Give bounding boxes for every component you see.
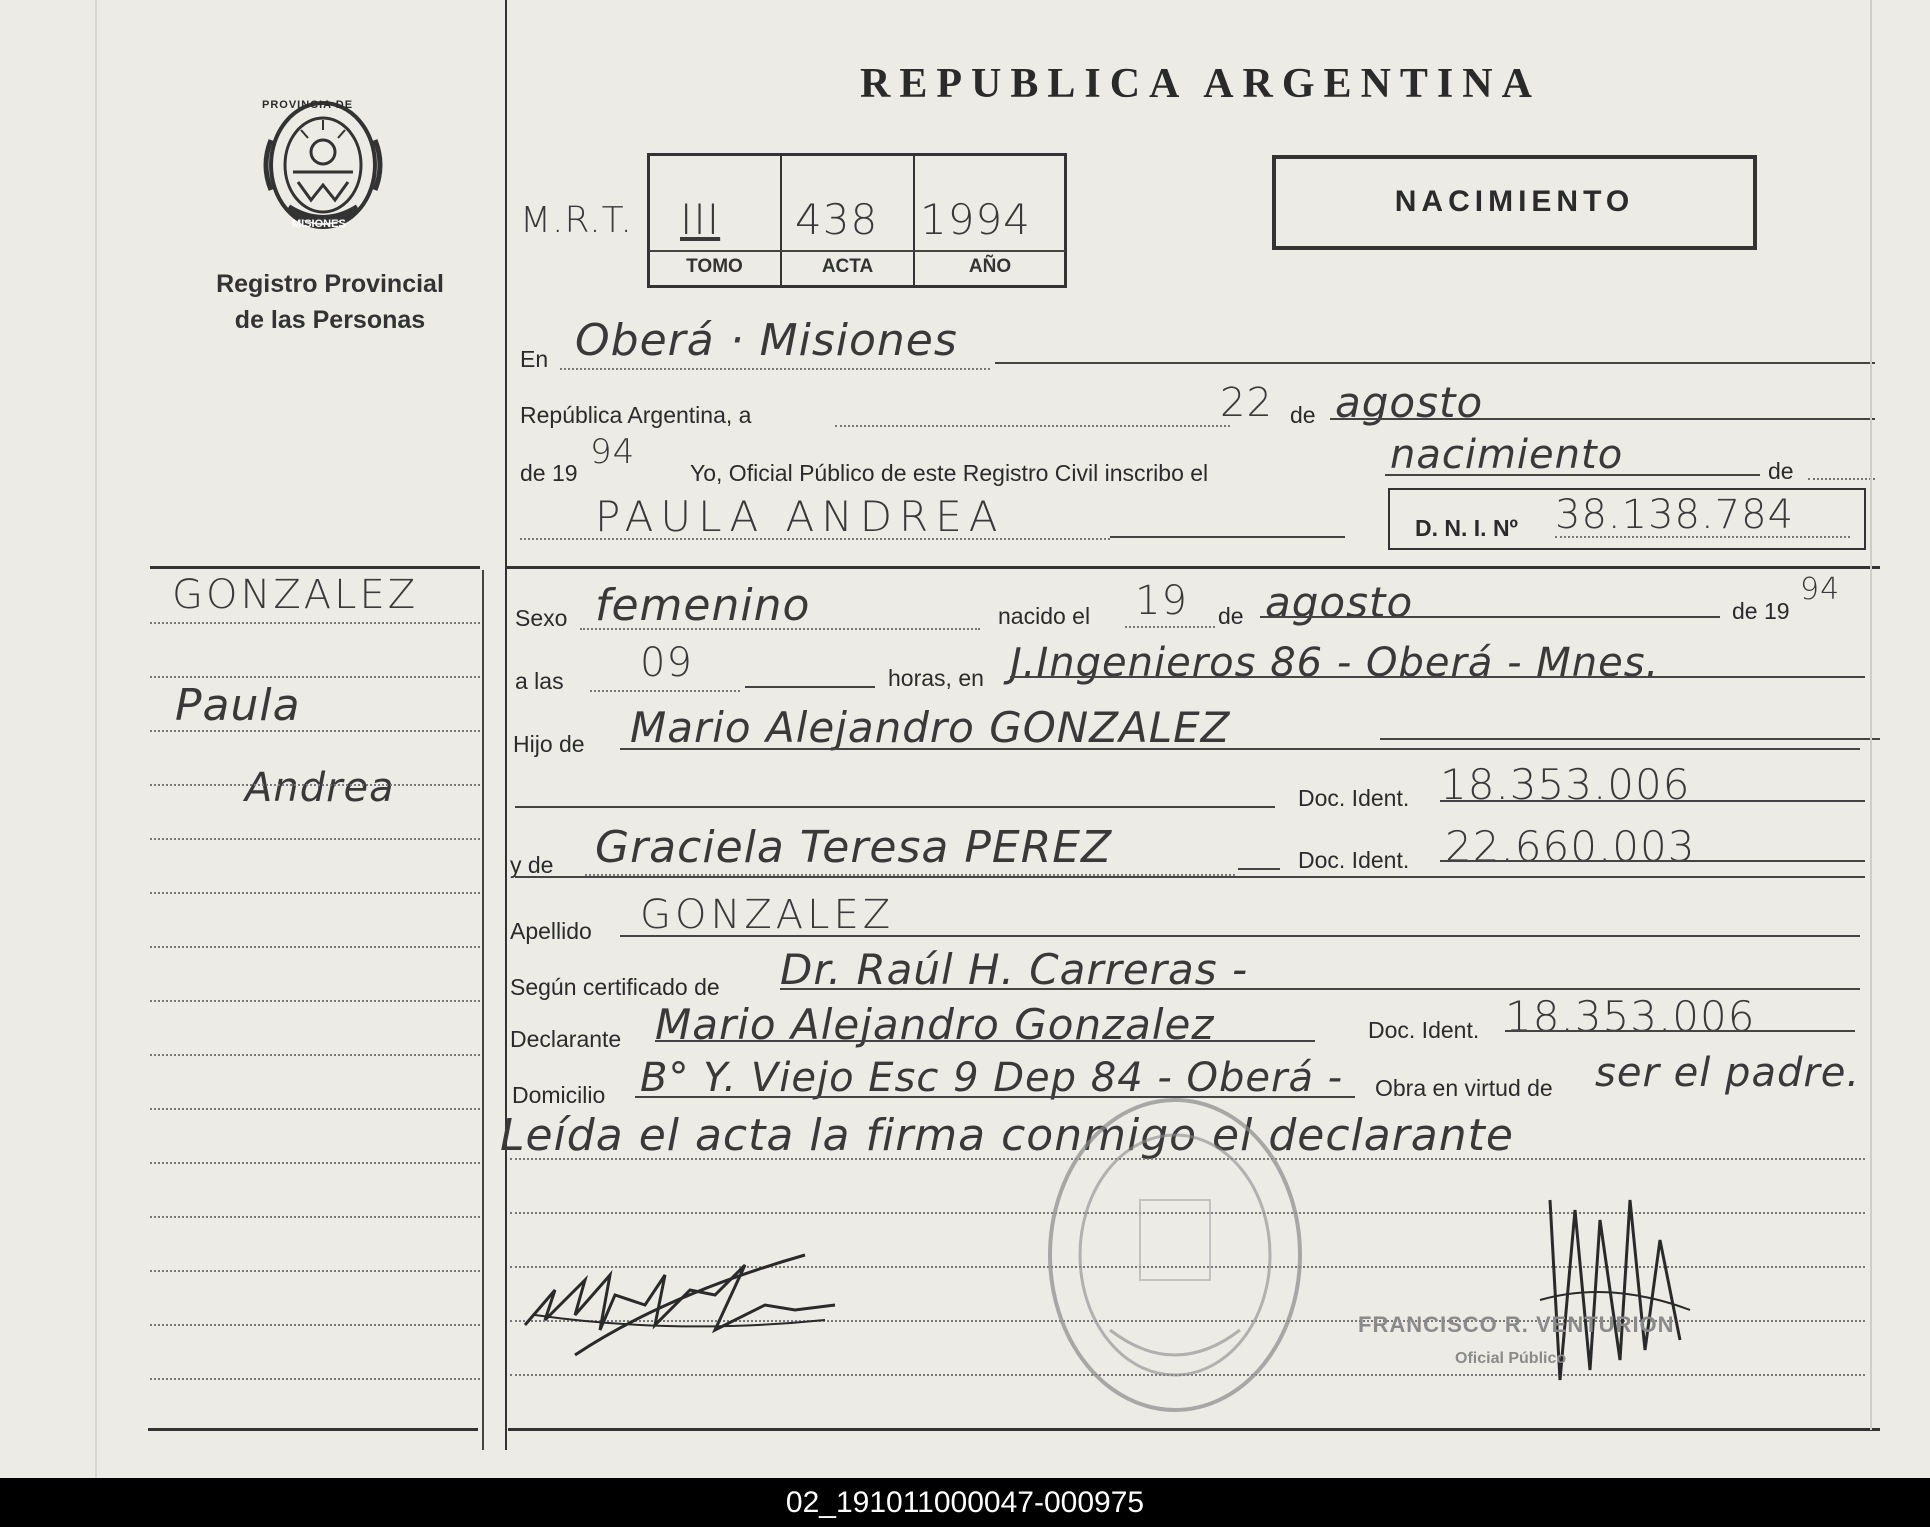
fullname-line (1110, 536, 1345, 538)
yo-text: Yo, Oficial Público de este Registro Civil inscribo el (690, 460, 1209, 486)
en-line (995, 362, 1875, 364)
sidebar-ruled-line (150, 1000, 480, 1002)
anio-value: 1994 (920, 195, 1031, 244)
declarante-label: Declarante (510, 1026, 622, 1052)
hour-line (745, 686, 875, 688)
declarante-line (655, 1040, 1315, 1042)
horas-label: horas, en (888, 665, 984, 691)
birth-month-value: agosto (1265, 578, 1414, 627)
day-value: 22 (1220, 380, 1273, 426)
de19-label: de 19 (520, 460, 578, 486)
mother-row-underline (515, 876, 1865, 878)
sidebar-ruled-line (150, 1216, 480, 1218)
sidebar-ruled-line (150, 622, 480, 624)
mother-value: Graciela Teresa PEREZ (595, 822, 1113, 873)
father-doc-value-line (1440, 800, 1865, 802)
sidebar-ruled-line (150, 784, 480, 786)
sidebar-name2: Andrea (245, 765, 395, 811)
de2-label: de (1768, 458, 1794, 484)
sidebar-ruled-line (150, 946, 480, 948)
rep-label: República Argentina, a (520, 402, 752, 428)
father-doc-line (515, 806, 1275, 808)
month-value: agosto (1335, 378, 1484, 427)
de2-dotted (1808, 478, 1875, 480)
de3-label: de (1218, 603, 1244, 629)
en-value: Oberá · Misiones (575, 315, 958, 366)
record-caption-divider (649, 250, 1065, 252)
main-divider-line (505, 0, 507, 1450)
mrt-label: M.R.T. (520, 200, 633, 241)
father-doc-label: Doc. Ident. (1298, 785, 1410, 811)
fullname-dotted (520, 538, 1110, 540)
doctor-line (780, 988, 1860, 990)
yde-label: y de (510, 852, 554, 878)
footer-code: 02_191011000047-000975 (0, 1478, 1930, 1527)
seal-text-bottom: MISIONES (292, 218, 346, 230)
father-value: Mario Alejandro GONZALEZ (630, 703, 1231, 752)
sidebar-surname: GONZALEZ (172, 572, 419, 618)
dni-label: D. N. I. Nº (1415, 515, 1518, 541)
en-dotted-line (560, 368, 990, 370)
alas-label: a las (515, 668, 564, 694)
place-line (1010, 676, 1865, 678)
sexo-value: femenino (595, 580, 811, 631)
en-label: En (520, 346, 549, 372)
anio-caption: AÑO (968, 256, 1012, 277)
nacido-label: nacido el (998, 603, 1091, 629)
registry-line1: Registro Provincial (216, 270, 444, 298)
sidebar-bottom-line (148, 1428, 478, 1431)
mother-doc-label: Doc. Ident. (1298, 847, 1410, 873)
hour-dotted (590, 690, 740, 692)
birth-day-dotted (1125, 626, 1215, 628)
left-margin-line (95, 0, 97, 1478)
sidebar-ruled-line (150, 1324, 480, 1326)
acta-caption: ACTA (821, 256, 874, 277)
sidebar-top-divider (150, 566, 480, 569)
father-doc-value: 18.353.006 (1440, 760, 1691, 809)
fullname-value: PAULA ANDREA (595, 492, 1005, 541)
domicilio-label: Domicilio (512, 1082, 606, 1108)
sidebar-ruled-line (150, 730, 480, 732)
sidebar-ruled-line (150, 1378, 480, 1380)
officer-name: FRANCISCO R. VENTURION (1358, 1312, 1675, 1337)
sidebar-ruled-line (150, 1108, 480, 1110)
sidebar-divider-line (482, 570, 484, 1450)
month-line (1330, 418, 1875, 420)
officer-title: Oficial Público (1455, 1350, 1567, 1367)
obra-label: Obra en virtud de (1375, 1075, 1553, 1101)
mother-doc-value: 22.660.003 (1445, 822, 1696, 871)
birth-year-suffix: 94 (1800, 572, 1841, 607)
hijo-label: Hijo de (513, 731, 585, 757)
doc-type-label: NACIMIENTO (1394, 185, 1635, 218)
apellido-label: Apellido (510, 918, 592, 944)
seal-text-top: PROVINCIA DE (262, 99, 354, 111)
year-suffix: 94 (590, 432, 636, 472)
apellido-line (620, 935, 1860, 937)
inscribe-value: nacimiento (1390, 432, 1624, 478)
tomo-value: III (680, 195, 721, 244)
place-value: J.Ingenieros 86 - Oberá - Mnes. (1010, 640, 1660, 686)
doctor-value: Dr. Raúl H. Carreras - (780, 945, 1249, 994)
declarante-doc-value: 18.353.006 (1505, 992, 1756, 1041)
father-line (620, 748, 1860, 750)
sidebar-name1: Paula (175, 680, 301, 731)
sidebar-ruled-line (150, 838, 480, 840)
inscribe-line (1385, 474, 1760, 476)
de19b-label: de 19 (1732, 598, 1790, 624)
hour-value: 09 (640, 640, 693, 686)
tomo-caption: TOMO (686, 256, 743, 277)
dni-value: 38.138.784 (1555, 492, 1795, 538)
acta-value: 438 (795, 195, 879, 244)
section-divider (505, 566, 1880, 569)
father-line-ext (1380, 738, 1880, 740)
mother-doc-value-line (1440, 860, 1865, 862)
obra-value: ser el padre. (1595, 1050, 1861, 1096)
sidebar-ruled-line (150, 1054, 480, 1056)
mother-line (1238, 868, 1280, 870)
dni-dotted (1555, 536, 1850, 538)
de1-label: de (1290, 402, 1316, 428)
declarante-doc-label: Doc. Ident. (1368, 1017, 1480, 1043)
official-stamp-icon (1040, 1090, 1310, 1420)
country-title: REPUBLICA ARGENTINA (860, 61, 1541, 107)
sidebar-ruled-line (150, 892, 480, 894)
main-bottom-line (508, 1428, 1880, 1431)
apellido-value: GONZALEZ (640, 892, 895, 938)
rep-dotted-line (835, 425, 1230, 427)
declarante-doc-line (1505, 1030, 1855, 1032)
segun-label: Según certificado de (510, 974, 720, 1000)
birth-month-line (1260, 616, 1720, 618)
birth-day-value: 19 (1135, 578, 1188, 624)
domicilio-value: B° Y. Viejo Esc 9 Dep 84 - Oberá - (640, 1055, 1344, 1101)
sexo-dotted (580, 628, 980, 630)
leida-text: Leída el acta la firma conmigo el declarante (500, 1110, 1514, 1161)
sidebar-ruled-line (150, 1162, 480, 1164)
sidebar-ruled-line (150, 676, 480, 678)
registry-line2: de las Personas (234, 306, 426, 334)
declarant-signature-icon (515, 1235, 845, 1365)
sexo-label: Sexo (515, 605, 568, 631)
right-edge-line (1870, 0, 1872, 1430)
sidebar-ruled-line (150, 1270, 480, 1272)
declarante-value: Mario Alejandro Gonzalez (655, 1000, 1215, 1049)
